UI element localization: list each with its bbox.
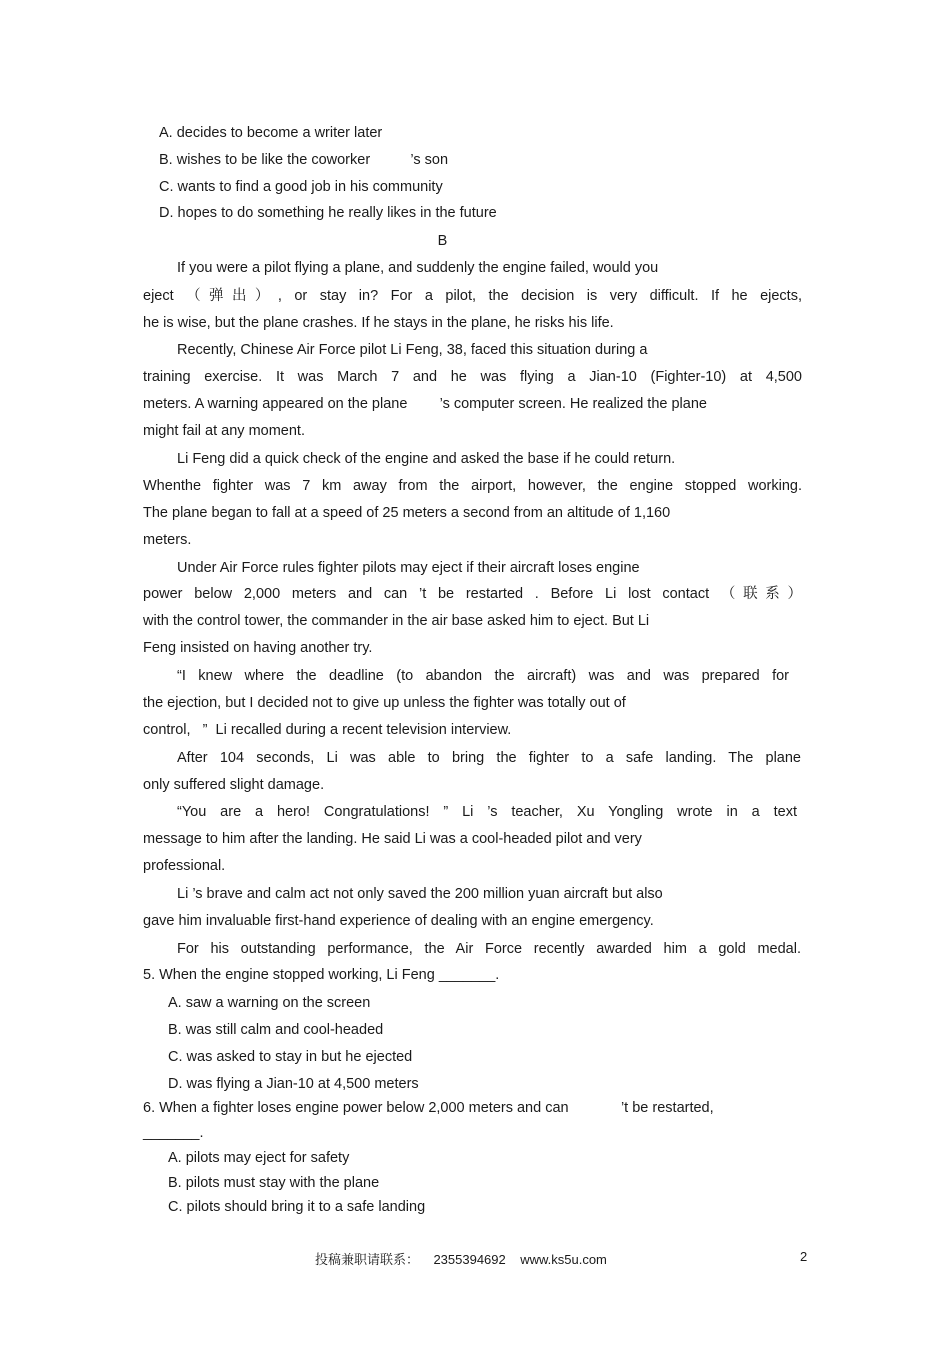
section-label: B (437, 233, 448, 249)
passage-line: Li Feng did a quick check of the engine and asked the base if he could return. (177, 451, 676, 467)
prev-option-c: C. wants to find a good job in his community (159, 179, 443, 195)
passage-line: Under Air Force rules fighter pilots may eject if their aircraft loses engine (177, 560, 640, 576)
passage-line: with the control tower, the commander in the air base asked him to eject. But Li (143, 613, 650, 629)
passage-line: Li ’s brave and calm act not only saved the 200 million yuan aircraft but also (177, 886, 663, 902)
passage-line: “I knew where the deadline (to abandon the aircraft) was and was prepared for (177, 668, 789, 684)
passage-line: For his outstanding performance, the Air Force recently awarded him a gold medal. (177, 941, 801, 957)
question-5-option-d: D. was flying a Jian-10 at 4,500 meters (168, 1076, 419, 1092)
passage-line: control, ” Li recalled during a recent television interview. (143, 722, 512, 738)
question-6-option-a: A. pilots may eject for safety (168, 1150, 350, 1166)
passage-line: meters. A warning appeared on the plane ’s computer screen. He realized the plane (143, 396, 707, 412)
passage-line: After 104 seconds, Li was able to bring the fighter to a safe landing. The plane (177, 750, 801, 766)
prev-option-b: B. wishes to be like the coworker ’s son (159, 152, 449, 168)
passage-line: he is wise, but the plane crashes. If he stays in the plane, he risks his life. (143, 315, 614, 331)
question-6-option-c: C. pilots should bring it to a safe landing (168, 1199, 426, 1215)
passage-line: Whenthe fighter was 7 km away from the airport, however, the engine stopped working. (143, 478, 802, 494)
passage-line: might fail at any moment. (143, 423, 305, 439)
passage-line: professional. (143, 858, 226, 874)
question-6-blank: _______. (143, 1125, 204, 1141)
page-number: 2 (800, 1249, 808, 1264)
prev-option-a: A. decides to become a writer later (159, 125, 383, 141)
passage-line: Recently, Chinese Air Force pilot Li Feng, 38, faced this situation during a (177, 342, 648, 358)
passage-line: message to him after the landing. He said Li was a cool-headed pilot and very (143, 831, 642, 847)
prev-option-d: D. hopes to do something he really likes in the future (159, 205, 497, 221)
passage-line: “You are a hero! Congratulations! ” Li ’s teacher, Xu Yongling wrote in a text (177, 804, 797, 820)
question-5-option-a: A. saw a warning on the screen (168, 995, 371, 1011)
footer-contact: 投稿兼职请联系： 2355394692 www.ks5u.com (315, 1252, 607, 1267)
question-5-stem: 5. When the engine stopped working, Li Feng _______. (143, 967, 500, 983)
passage-line: only suffered slight damage. (143, 777, 325, 793)
question-6-stem: 6. When a fighter loses engine power below 2,000 meters and can ’t be restarted, (143, 1100, 714, 1116)
passage-line: Feng insisted on having another try. (143, 640, 373, 656)
passage-line: eject （弹出）, or stay in? For a pilot, the decision is very difficult. If he ejects, (143, 288, 802, 304)
passage-line: If you were a pilot flying a plane, and suddenly the engine failed, would you (177, 260, 659, 276)
passage-line: training exercise. It was March 7 and he was flying a Jian-10 (Fighter-10) at 4,500 (143, 369, 802, 385)
passage-line: power below 2,000 meters and can ’t be restarted . Before Li lost contact （联系） (143, 586, 802, 602)
question-6-option-b: B. pilots must stay with the plane (168, 1175, 380, 1191)
passage-line: the ejection, but I decided not to give up unless the fighter was totally out of (143, 695, 626, 711)
passage-line: The plane began to fall at a speed of 25 meters a second from an altitude of 1,160 (143, 505, 671, 521)
passage-line: gave him invaluable first-hand experience of dealing with an engine emergency. (143, 913, 654, 929)
question-5-option-c: C. was asked to stay in but he ejected (168, 1049, 413, 1065)
question-5-option-b: B. was still calm and cool-headed (168, 1022, 384, 1038)
passage-line: meters. (143, 532, 192, 548)
